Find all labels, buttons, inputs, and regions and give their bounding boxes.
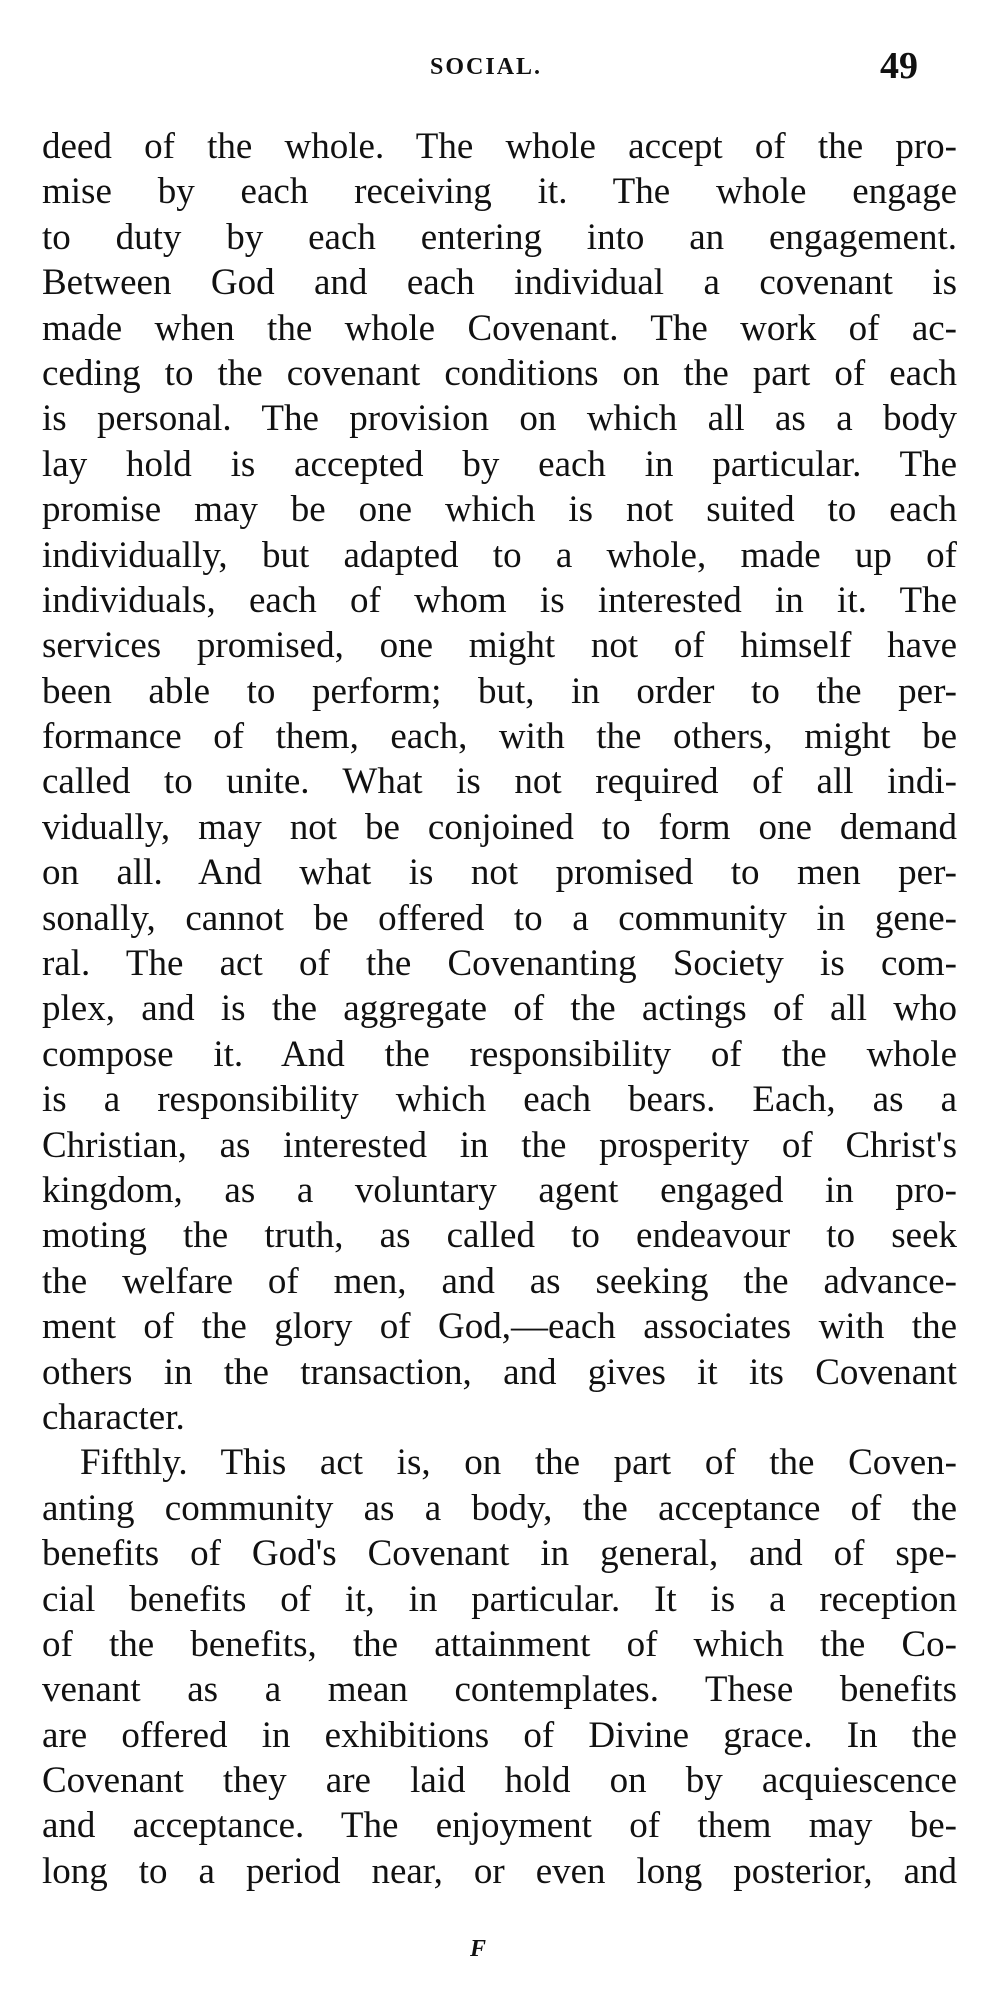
text-line: promise may be one which is not suited to each: [42, 489, 957, 531]
text-line: services promised, one might not of himself have: [42, 625, 957, 667]
running-head: [0, 44, 1000, 104]
text-line: ceding to the covenant conditions on the part of each: [42, 352, 957, 394]
paragraph-end-line: character.: [42, 1396, 185, 1438]
text-line: formance of them, each, with the others, might be: [42, 716, 957, 758]
text-line: of the benefits, the attainment of which the Co-: [42, 1623, 957, 1665]
page-number: 49: [880, 45, 918, 87]
text-line: is personal. The provision on which all as a body: [42, 398, 957, 440]
running-head-title: SOCIAL.: [430, 54, 543, 80]
paragraph-start-line: Fifthly. This act is, on the part of the Coven-: [80, 1442, 957, 1484]
text-line: to duty by each entering into an engagement.: [42, 216, 957, 258]
text-line: ment of the glory of God,—each associates with the: [42, 1306, 957, 1348]
text-line: on all. And what is not promised to men per-: [42, 852, 957, 894]
text-line: vidually, may not be conjoined to form one demand: [42, 806, 957, 848]
text-line: plex, and is the aggregate of the actings of all who: [42, 988, 957, 1030]
text-line: and acceptance. The enjoyment of them may be-: [42, 1805, 957, 1847]
text-line: sonally, cannot be offered to a community in gene-: [42, 897, 957, 939]
text-line: others in the transaction, and gives it its Covenant: [42, 1351, 957, 1393]
text-line: individuals, each of whom is interested in it. The: [42, 579, 957, 621]
text-line: long to a period near, or even long posterior, and: [42, 1850, 957, 1892]
text-line: ral. The act of the Covenanting Society is com-: [42, 943, 957, 985]
body-text: [42, 124, 957, 1894]
text-line: Covenant they are laid hold on by acquiescence: [42, 1760, 957, 1802]
text-line: compose it. And the responsibility of the whole: [42, 1033, 957, 1075]
text-line: cial benefits of it, in particular. It is a reception: [42, 1578, 957, 1620]
text-line: the welfare of men, and as seeking the advance-: [42, 1260, 957, 1302]
text-line: anting community as a body, the acceptance of the: [42, 1487, 957, 1529]
signature-mark: F: [470, 1936, 487, 1962]
text-line: mise by each receiving it. The whole engage: [42, 171, 957, 213]
text-line: Between God and each individual a covenant is: [42, 262, 957, 304]
text-line: lay hold is accepted by each in particular. The: [42, 443, 957, 485]
text-line: been able to perform; but, in order to the per-: [42, 670, 957, 712]
text-line: Christian, as interested in the prosperity of Christ's: [42, 1124, 957, 1166]
text-line: are offered in exhibitions of Divine grace. In the: [42, 1714, 957, 1756]
text-line: deed of the whole. The whole accept of the pro-: [42, 126, 957, 167]
text-line: moting the truth, as called to endeavour to seek: [42, 1215, 957, 1257]
text-line: individually, but adapted to a whole, made up of: [42, 534, 957, 576]
text-line: made when the whole Covenant. The work of ac-: [42, 307, 957, 349]
text-line: benefits of God's Covenant in general, and of spe-: [42, 1533, 957, 1575]
text-line: kingdom, as a voluntary agent engaged in pro-: [42, 1169, 957, 1211]
text-line: is a responsibility which each bears. Each, as a: [42, 1079, 957, 1121]
text-line: venant as a mean contemplates. These benefits: [42, 1669, 957, 1711]
text-line: called to unite. What is not required of all indi-: [42, 761, 957, 803]
